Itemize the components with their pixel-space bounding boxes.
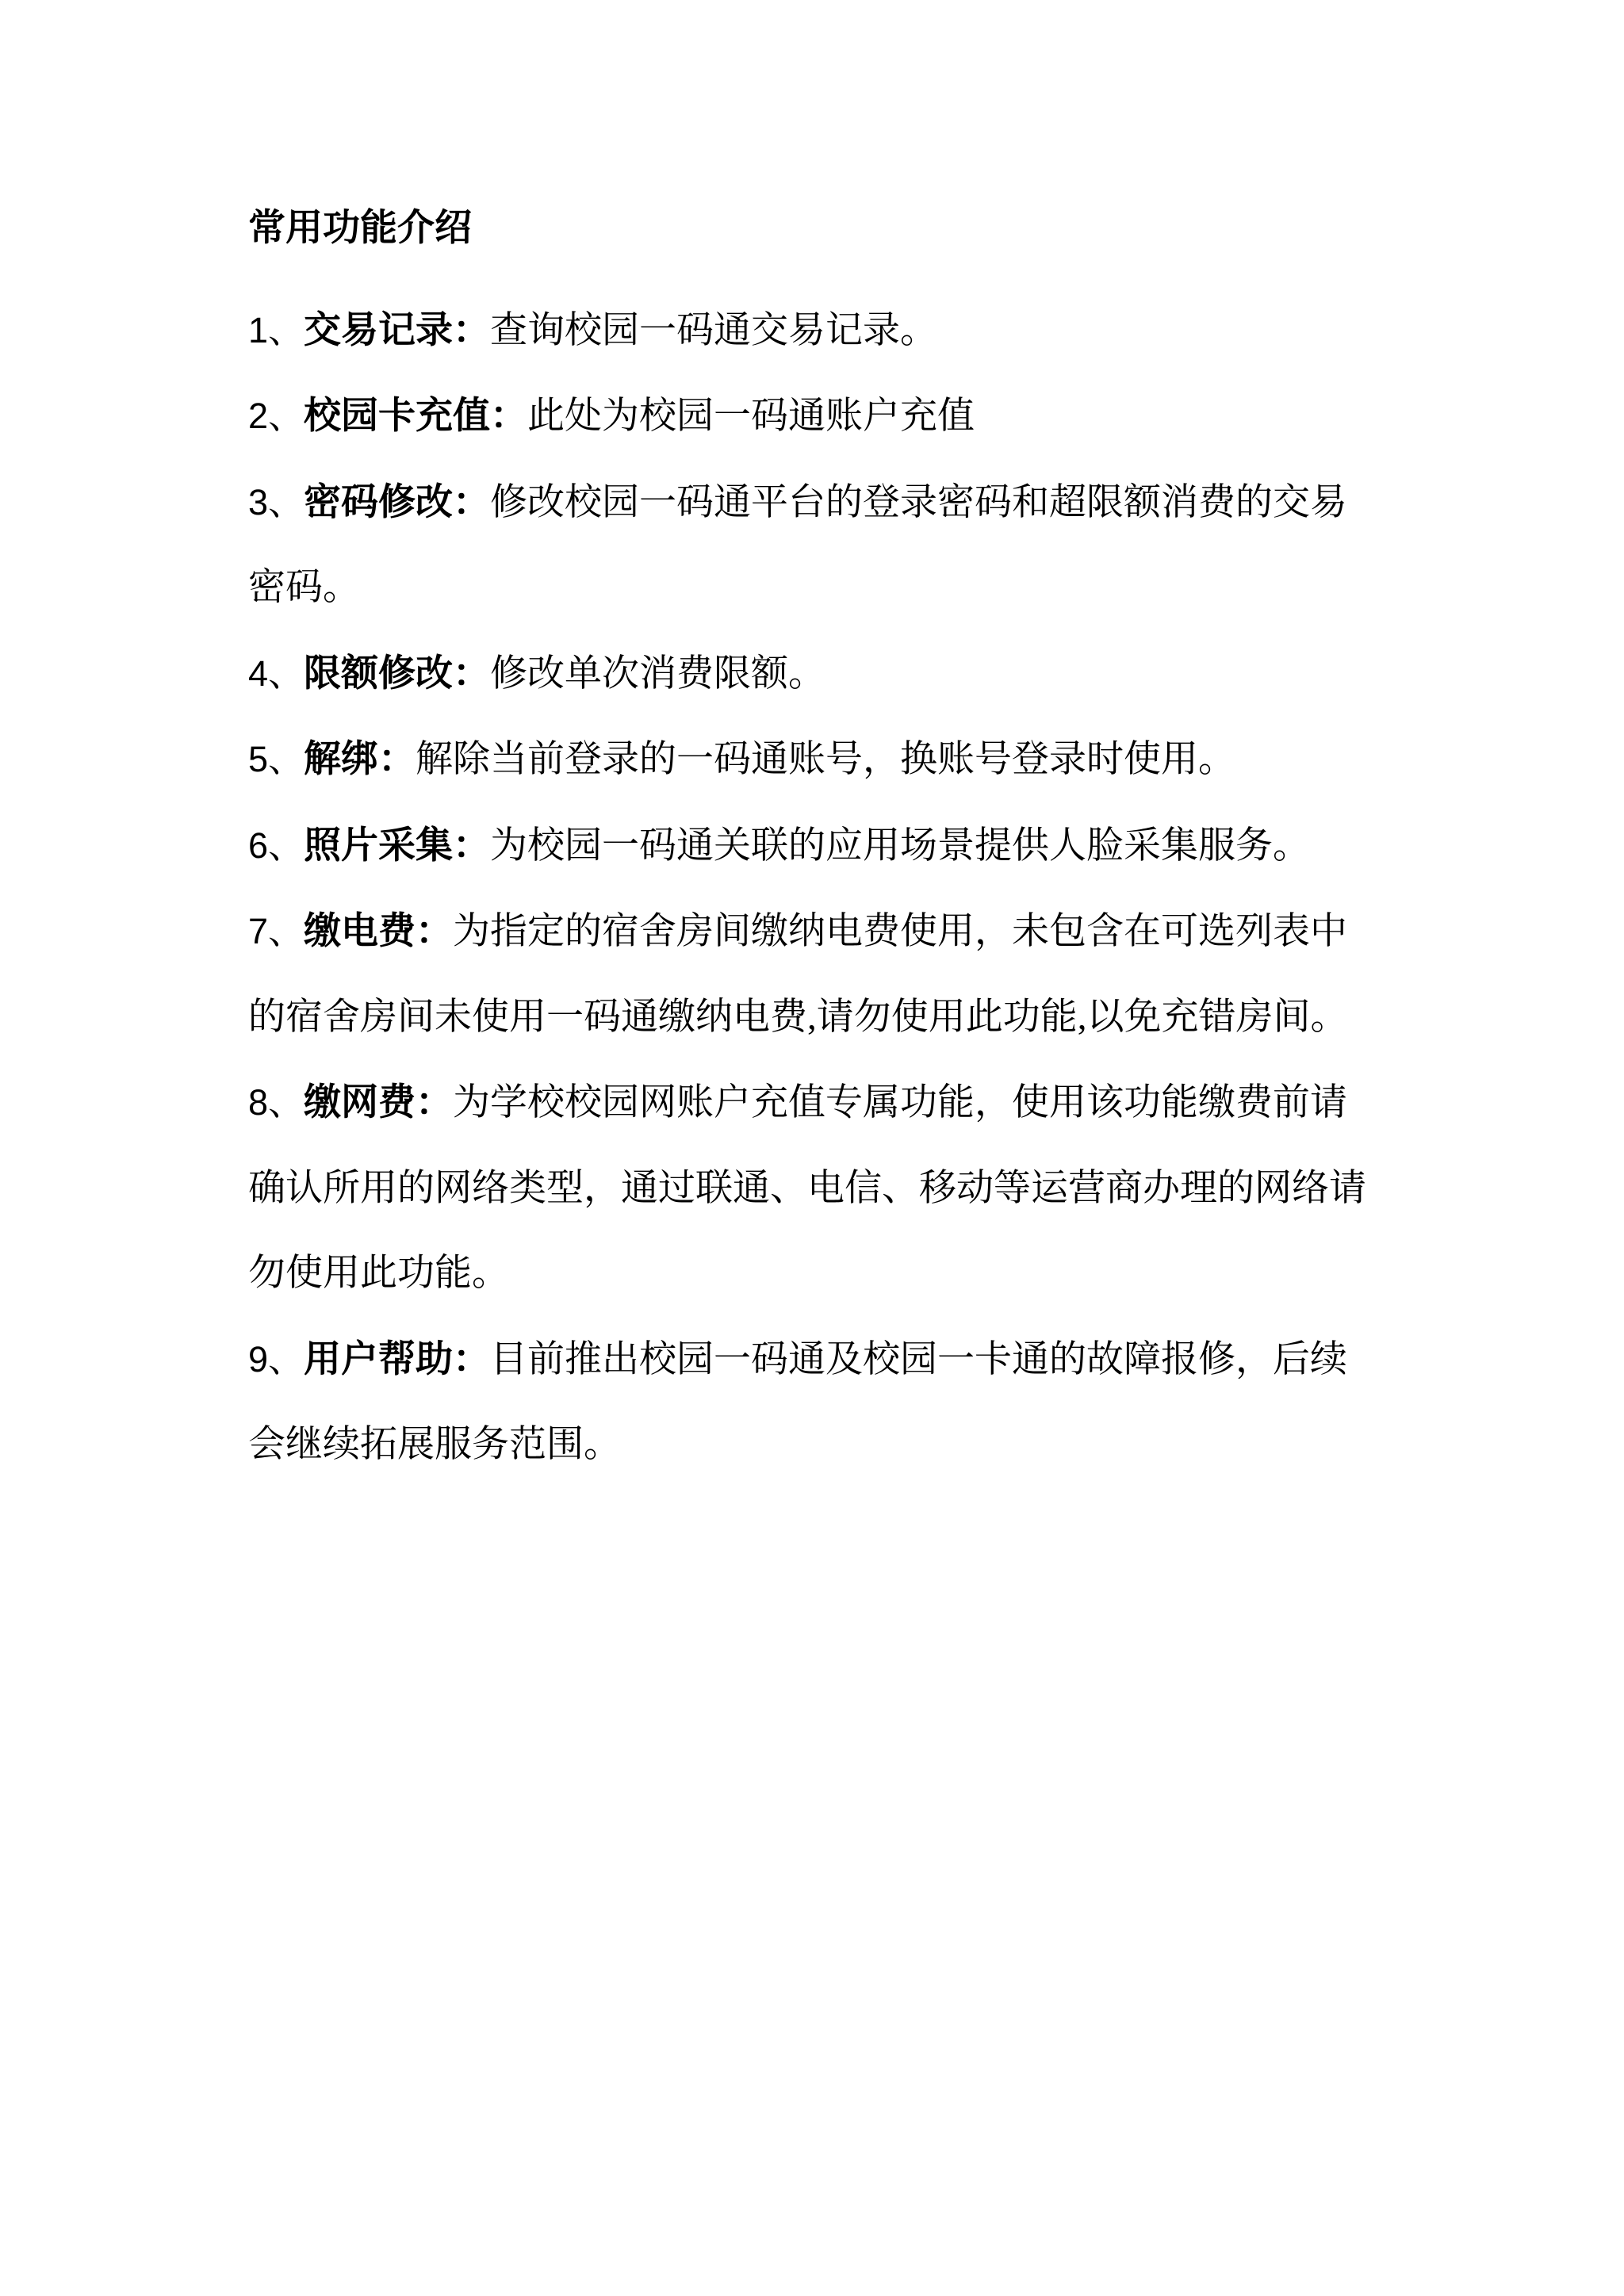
item-number: 8、 xyxy=(248,1082,304,1123)
list-item xyxy=(248,288,1390,374)
item-number: 2、 xyxy=(248,396,304,436)
list-item xyxy=(248,1060,1390,1317)
list-item-line xyxy=(248,1060,1390,1146)
item-text: 查询校园一码通交易记录。 xyxy=(490,309,938,351)
list-item-line xyxy=(248,889,1390,975)
list-item-line xyxy=(248,1146,1390,1232)
list-item-line xyxy=(248,1402,1390,1488)
item-label: 交易记录： xyxy=(304,309,491,351)
item-text: 目前推出校园一码通及校园一卡通的故障报修，后续 xyxy=(490,1338,1348,1380)
item-number: 6、 xyxy=(248,825,304,866)
list-item xyxy=(248,373,1390,460)
list-item xyxy=(248,1317,1390,1488)
item-number: 7、 xyxy=(248,911,304,951)
list-item-line xyxy=(248,803,1390,890)
document-content xyxy=(248,186,1390,1488)
item-text: 修改单次消费限额。 xyxy=(490,652,826,695)
item-label: 照片采集： xyxy=(304,825,491,867)
item-label: 校园卡充值： xyxy=(304,396,528,437)
item-number: 4、 xyxy=(248,652,304,694)
item-label: 用户帮助： xyxy=(304,1338,491,1380)
item-label: 缴网费： xyxy=(304,1082,454,1123)
list-item-line xyxy=(248,373,1390,460)
list-item-line xyxy=(248,288,1390,374)
list-item-line xyxy=(248,1317,1390,1403)
item-text: 为学校校园网账户充值专属功能，使用该功能缴费前请 xyxy=(453,1082,1348,1123)
item-number: 5、 xyxy=(248,739,304,779)
item-text: 会继续拓展服务范围。 xyxy=(248,1424,621,1465)
list-item-line xyxy=(248,975,1390,1061)
feature-list xyxy=(248,288,1390,1488)
item-number: 1、 xyxy=(248,309,304,350)
item-number: 9、 xyxy=(248,1338,304,1380)
list-item xyxy=(248,631,1390,718)
list-item xyxy=(248,889,1390,1060)
list-item-line xyxy=(248,545,1390,631)
item-label: 缴电费： xyxy=(304,911,454,952)
list-item-line xyxy=(248,460,1390,546)
list-item-line xyxy=(248,717,1390,803)
item-text: 密码。 xyxy=(248,567,360,608)
item-label: 限额修改： xyxy=(304,652,491,695)
item-text: 为指定的宿舍房间缴纳电费使用，未包含在可选列表中 xyxy=(453,911,1348,952)
item-label: 密码修改： xyxy=(304,481,491,523)
item-text: 解除当前登录的一码通账号，换账号登录时使用。 xyxy=(416,739,1236,780)
list-item-line xyxy=(248,631,1390,718)
document-title: 常用功能介绍 xyxy=(248,208,472,249)
list-item xyxy=(248,460,1390,631)
item-text: 的宿舍房间未使用一码通缴纳电费,请勿使用此功能,以免充错房间。 xyxy=(248,996,1348,1038)
item-text: 为校园一码通关联的应用场景提供人脸采集服务。 xyxy=(490,825,1311,867)
item-label: 解绑： xyxy=(304,739,416,780)
list-item xyxy=(248,803,1390,890)
item-text: 确认所用的网络类型，通过联通、电信、移动等运营商办理的网络请 xyxy=(248,1167,1366,1209)
list-item xyxy=(248,717,1390,803)
item-text: 勿使用此功能。 xyxy=(248,1253,509,1294)
item-text: 此处为校园一码通账户充值 xyxy=(527,396,975,437)
item-number: 3、 xyxy=(248,481,304,522)
list-item-line xyxy=(248,1231,1390,1317)
item-text: 修改校园一码通平台的登录密码和超限额消费的交易 xyxy=(490,481,1348,523)
